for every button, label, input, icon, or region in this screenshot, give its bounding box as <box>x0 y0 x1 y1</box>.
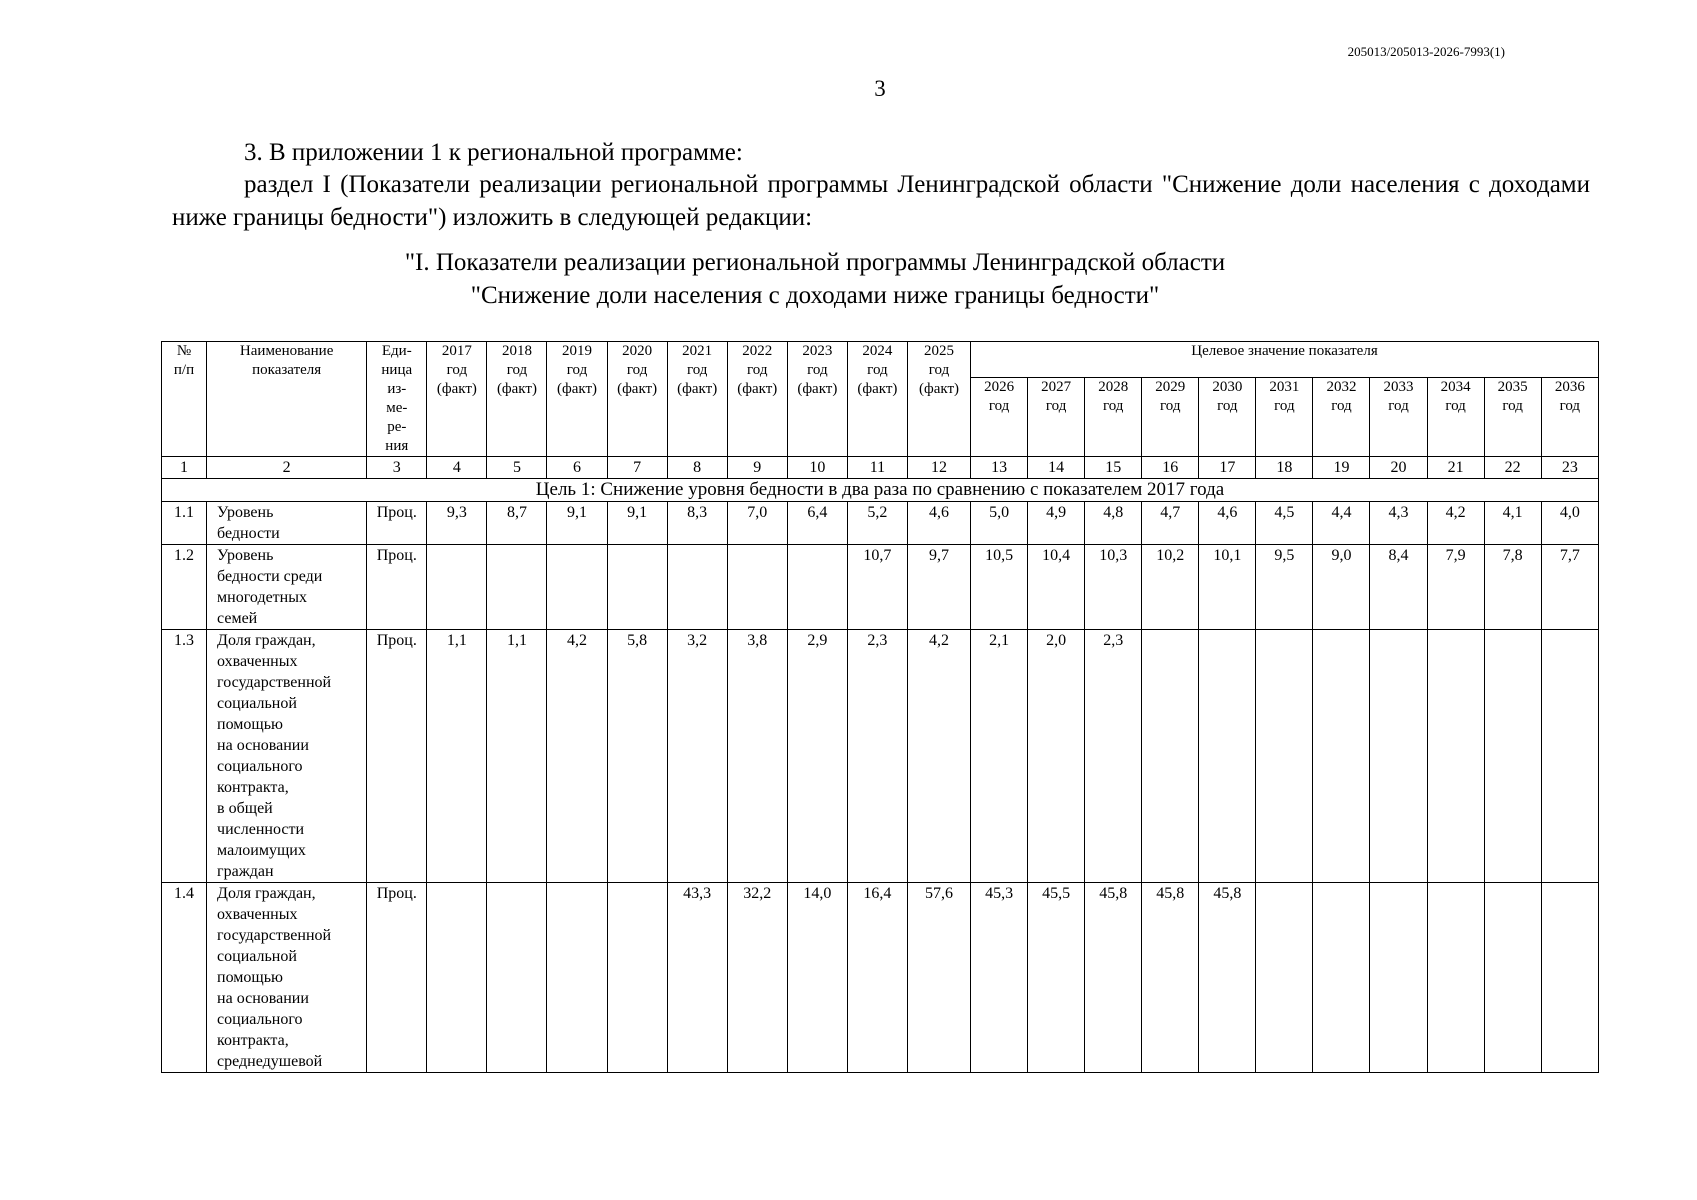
indicator-name-line: на основании <box>217 990 309 1007</box>
section-title-line-2: "Снижение доли населения с доходами ниже границы бедности" <box>470 282 1160 309</box>
header-text: из- <box>387 381 407 397</box>
column-number: 23 <box>1541 457 1598 479</box>
column-number: 11 <box>847 457 907 479</box>
header-fact-year <box>487 342 547 457</box>
header-indicator-name <box>207 342 367 457</box>
value-cell: 5,2 <box>847 502 907 545</box>
header-target-year <box>1256 378 1313 457</box>
header-text: 2019 <box>562 343 593 359</box>
header-text: Еди- <box>381 343 412 359</box>
indicator-name-line: социального <box>217 758 303 775</box>
value-cell <box>727 545 787 630</box>
indicator-name-line: охваченных <box>217 653 298 670</box>
header-text: 2033 <box>1383 379 1414 395</box>
header-text: (факт) <box>436 381 477 397</box>
header-text: 2034 <box>1440 379 1471 395</box>
column-number: 15 <box>1085 457 1142 479</box>
value-cell <box>1256 630 1313 883</box>
table-row <box>162 545 1599 630</box>
value-cell <box>1370 630 1427 883</box>
value-cell <box>1484 883 1541 1073</box>
indicator-name-line: Доля граждан, <box>217 885 316 902</box>
row-number: 1.3 <box>162 630 207 883</box>
column-number: 10 <box>787 457 847 479</box>
indicator-name-line: малоимущих <box>217 842 306 859</box>
value-cell <box>667 545 727 630</box>
header-text: № <box>176 343 192 359</box>
value-cell <box>1541 630 1598 883</box>
header-text: год <box>1388 398 1409 414</box>
value-cell: 32,2 <box>727 883 787 1073</box>
header-text: год <box>867 362 888 378</box>
column-number: 12 <box>907 457 970 479</box>
header-target-year <box>1541 378 1598 457</box>
column-number: 4 <box>427 457 487 479</box>
header-fact-year <box>847 342 907 457</box>
value-cell: 1,1 <box>487 630 547 883</box>
header-text: (факт) <box>797 381 838 397</box>
header-fact-year <box>667 342 727 457</box>
unit: Проц. <box>367 502 427 545</box>
header-text: 2024 <box>862 343 893 359</box>
indicator-name-line: государственной <box>217 927 332 944</box>
header-text: (факт) <box>677 381 718 397</box>
indicator-name <box>207 883 367 1073</box>
page-number: 3 <box>874 76 886 101</box>
header-text: (факт) <box>857 381 898 397</box>
header-text: год <box>686 362 708 378</box>
value-cell: 14,0 <box>787 883 847 1073</box>
header-text: показателя <box>252 362 322 378</box>
indicator-name-line: социальной <box>217 948 297 965</box>
table-row <box>162 630 1599 883</box>
value-cell: 4,2 <box>1427 502 1484 545</box>
document-id: 205013/205013-2026-7993(1) <box>1347 44 1505 59</box>
section-title-line-1: "I. Показатели реализации региональной программы Ленинградской области <box>404 249 1226 276</box>
value-cell: 2,0 <box>1028 630 1085 883</box>
row-number: 1.2 <box>162 545 207 630</box>
value-cell: 4,2 <box>547 630 607 883</box>
value-cell: 10,3 <box>1085 545 1142 630</box>
header-text: 2022 <box>742 343 773 359</box>
value-cell <box>1142 630 1199 883</box>
header-text: ме- <box>386 400 408 416</box>
header-text: год <box>1331 398 1352 414</box>
column-number: 7 <box>607 457 667 479</box>
header-text: 2035 <box>1497 379 1528 395</box>
value-cell: 45,8 <box>1142 883 1199 1073</box>
value-cell: 10,7 <box>847 545 907 630</box>
value-cell: 9,3 <box>427 502 487 545</box>
value-cell: 7,7 <box>1541 545 1598 630</box>
value-cell: 2,1 <box>971 630 1028 883</box>
column-number: 13 <box>971 457 1028 479</box>
value-cell: 57,6 <box>907 883 970 1073</box>
value-cell <box>1313 630 1370 883</box>
header-fact-year <box>427 342 487 457</box>
value-cell <box>547 883 607 1073</box>
indicator-name-line: государственной <box>217 674 332 691</box>
header-text: 2031 <box>1269 379 1300 395</box>
value-cell: 3,2 <box>667 630 727 883</box>
value-cell: 10,2 <box>1142 545 1199 630</box>
header-text: 2017 <box>441 343 472 359</box>
column-number: 8 <box>667 457 727 479</box>
header-text: год <box>1274 398 1295 414</box>
paragraph-2: раздел I (Показатели реализации региональной программы Ленинградской области "Снижение доли населения с доходами ниже границы бедности") изложить в следующей редакции: <box>172 171 1590 231</box>
value-cell <box>1427 630 1484 883</box>
header-text: 2021 <box>682 343 713 359</box>
header-text: год <box>1102 398 1124 414</box>
value-cell: 4,3 <box>1370 502 1427 545</box>
header-target-year <box>1427 378 1484 457</box>
value-cell: 3,8 <box>727 630 787 883</box>
goal-row <box>162 479 1599 502</box>
indicator-name-line: контракта, <box>217 779 289 796</box>
value-cell: 45,8 <box>1085 883 1142 1073</box>
paragraph-1: 3. В приложении 1 к региональной программе: <box>244 139 743 166</box>
indicators-table <box>161 341 1599 1073</box>
value-cell <box>1427 883 1484 1073</box>
header-text: 2028 <box>1098 379 1129 395</box>
value-cell: 10,5 <box>971 545 1028 630</box>
column-number: 19 <box>1313 457 1370 479</box>
indicator-name-line: семей <box>217 610 258 627</box>
indicator-name-line: социального <box>217 1011 303 1028</box>
column-number: 2 <box>207 457 367 479</box>
indicator-name <box>207 630 367 883</box>
unit: Проц. <box>367 545 427 630</box>
indicator-name-line: контракта, <box>217 1032 289 1049</box>
header-text: п/п <box>173 362 195 378</box>
indicator-name-line: Уровень <box>217 504 274 521</box>
header-text: год <box>1217 398 1238 414</box>
value-cell <box>607 545 667 630</box>
header-text: год <box>506 362 528 378</box>
indicator-name <box>207 545 367 630</box>
value-cell: 8,7 <box>487 502 547 545</box>
header-text: год <box>1559 398 1581 414</box>
header-row <box>162 342 1599 378</box>
indicator-name-line: численности <box>217 821 305 838</box>
header-text: (факт) <box>557 381 598 397</box>
value-cell <box>1199 630 1256 883</box>
header-text: ница <box>381 362 413 378</box>
indicator-name-line: граждан <box>217 863 274 880</box>
header-text: 2018 <box>501 343 532 359</box>
value-cell: 6,4 <box>787 502 847 545</box>
header-fact-year <box>907 342 970 457</box>
column-number: 17 <box>1199 457 1256 479</box>
header-text: 2020 <box>622 343 653 359</box>
value-cell: 45,5 <box>1028 883 1085 1073</box>
header-text: (факт) <box>918 381 959 397</box>
value-cell <box>427 883 487 1073</box>
column-number: 18 <box>1256 457 1313 479</box>
header-target-year <box>1028 378 1085 457</box>
header-fact-year <box>607 342 667 457</box>
value-cell: 9,5 <box>1256 545 1313 630</box>
value-cell: 43,3 <box>667 883 727 1073</box>
section-title <box>0 246 1630 312</box>
header-text: 2030 <box>1212 379 1243 395</box>
value-cell: 8,4 <box>1370 545 1427 630</box>
value-cell: 4,4 <box>1313 502 1370 545</box>
indicator-name-line: бедности среди <box>217 568 323 585</box>
header-text: 2029 <box>1155 379 1186 395</box>
header-text: 2036 <box>1554 379 1585 395</box>
row-number: 1.1 <box>162 502 207 545</box>
value-cell <box>487 545 547 630</box>
indicator-name-line: помощью <box>217 969 283 986</box>
header-text: год <box>807 362 828 378</box>
indicator-name-line: среднедушевой <box>217 1053 323 1070</box>
header-target-year <box>1313 378 1370 457</box>
value-cell: 45,8 <box>1199 883 1256 1073</box>
value-cell <box>1256 883 1313 1073</box>
header-text: год <box>626 362 648 378</box>
value-cell <box>547 545 607 630</box>
value-cell: 4,6 <box>907 502 970 545</box>
header-text: 2026 <box>984 379 1015 395</box>
header-number <box>162 342 207 457</box>
value-cell: 9,1 <box>607 502 667 545</box>
value-cell <box>1541 883 1598 1073</box>
header-text: год <box>1045 398 1067 414</box>
header-text: ре- <box>387 419 407 435</box>
indicator-name-line: на основании <box>217 737 309 754</box>
value-cell: 4,1 <box>1484 502 1541 545</box>
header-fact-year <box>787 342 847 457</box>
unit: Проц. <box>367 883 427 1073</box>
value-cell: 4,0 <box>1541 502 1598 545</box>
header-text: 2027 <box>1041 379 1072 395</box>
header-target-year <box>1370 378 1427 457</box>
header-text: 2023 <box>802 343 833 359</box>
value-cell: 7,9 <box>1427 545 1484 630</box>
header-text: год <box>446 362 468 378</box>
header-text: (факт) <box>617 381 658 397</box>
value-cell: 7,8 <box>1484 545 1541 630</box>
value-cell: 10,1 <box>1199 545 1256 630</box>
header-target-group: Целевое значение показателя <box>971 342 1599 378</box>
value-cell: 2,3 <box>847 630 907 883</box>
column-number: 5 <box>487 457 547 479</box>
value-cell: 4,7 <box>1142 502 1199 545</box>
indicator-name-line: Уровень <box>217 547 274 564</box>
value-cell: 7,0 <box>727 502 787 545</box>
value-cell: 10,4 <box>1028 545 1085 630</box>
value-cell: 5,8 <box>607 630 667 883</box>
goal-text: Цель 1: Снижение уровня бедности в два раза по сравнению с показателем 2017 года <box>162 479 1599 502</box>
indicator-name-line: охваченных <box>217 906 298 923</box>
column-number-row <box>162 457 1599 479</box>
header-text: год <box>988 398 1010 414</box>
value-cell: 4,2 <box>907 630 970 883</box>
header-text: (факт) <box>737 381 778 397</box>
header-fact-year <box>547 342 607 457</box>
column-number: 6 <box>547 457 607 479</box>
header-text: год <box>928 362 950 378</box>
value-cell: 4,6 <box>1199 502 1256 545</box>
value-cell: 4,5 <box>1256 502 1313 545</box>
header-text: 2025 <box>923 343 954 359</box>
indicator-name-line: социальной <box>217 695 297 712</box>
value-cell: 9,7 <box>907 545 970 630</box>
row-number: 1.4 <box>162 883 207 1073</box>
header-target-year <box>1085 378 1142 457</box>
header-text: год <box>747 362 768 378</box>
value-cell <box>1370 883 1427 1073</box>
value-cell: 9,1 <box>547 502 607 545</box>
column-number: 9 <box>727 457 787 479</box>
table-row <box>162 502 1599 545</box>
indicator-name-line: в общей <box>217 800 273 817</box>
column-number: 3 <box>367 457 427 479</box>
value-cell <box>487 883 547 1073</box>
column-number: 21 <box>1427 457 1484 479</box>
header-text: год <box>566 362 588 378</box>
header-text: (факт) <box>496 381 537 397</box>
value-cell: 45,3 <box>971 883 1028 1073</box>
indicator-name-line: многодетных <box>217 589 307 606</box>
header-text: Наименование <box>239 343 334 359</box>
indicator-name-line: бедности <box>217 525 280 542</box>
value-cell: 1,1 <box>427 630 487 883</box>
header-text: год <box>1160 398 1181 414</box>
table-row <box>162 883 1599 1073</box>
column-number: 1 <box>162 457 207 479</box>
header-unit <box>367 342 427 457</box>
value-cell: 16,4 <box>847 883 907 1073</box>
header-target-year <box>971 378 1028 457</box>
value-cell <box>427 545 487 630</box>
column-number: 14 <box>1028 457 1085 479</box>
header-target-year <box>1484 378 1541 457</box>
indicator-name-line: помощью <box>217 716 283 733</box>
value-cell: 5,0 <box>971 502 1028 545</box>
value-cell <box>607 883 667 1073</box>
value-cell: 4,9 <box>1028 502 1085 545</box>
column-number: 20 <box>1370 457 1427 479</box>
header-text: год <box>1502 398 1523 414</box>
header-text: год <box>1445 398 1466 414</box>
value-cell <box>787 545 847 630</box>
column-number: 16 <box>1142 457 1199 479</box>
value-cell: 2,9 <box>787 630 847 883</box>
value-cell: 9,0 <box>1313 545 1370 630</box>
header-target-year <box>1142 378 1199 457</box>
value-cell <box>1484 630 1541 883</box>
header-text: ния <box>385 438 409 454</box>
value-cell: 4,8 <box>1085 502 1142 545</box>
header-fact-year <box>727 342 787 457</box>
value-cell: 2,3 <box>1085 630 1142 883</box>
value-cell <box>1313 883 1370 1073</box>
value-cell: 8,3 <box>667 502 727 545</box>
header-text: 2032 <box>1326 379 1357 395</box>
header-target-year <box>1199 378 1256 457</box>
indicator-name-line: Доля граждан, <box>217 632 316 649</box>
unit: Проц. <box>367 630 427 883</box>
indicator-name <box>207 502 367 545</box>
column-number: 22 <box>1484 457 1541 479</box>
